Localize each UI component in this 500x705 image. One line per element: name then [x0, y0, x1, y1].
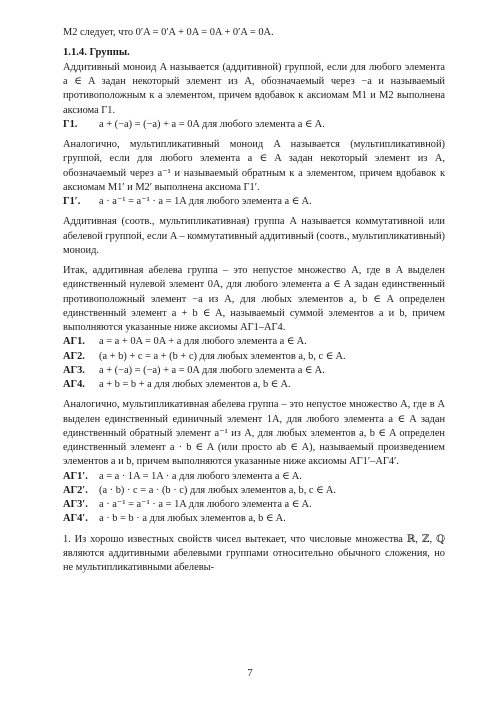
- axiom-text: a + (−a) = (−a) + a = 0A для любого элемента a ∈ A.: [99, 118, 325, 130]
- axiom-label: АГ4.: [63, 379, 85, 390]
- axiom-label: Г1′.: [63, 196, 81, 207]
- axiom-label: АГ1′.: [63, 470, 88, 482]
- axiom: [63, 470, 445, 484]
- text-line: M2 следует, что 0′A = 0′A + 0A = 0A + 0′A = 0A.: [63, 27, 274, 38]
- axiom-label: Г1.: [63, 118, 78, 130]
- axiom: [63, 512, 445, 526]
- section-heading: 1.1.4. Группы.: [63, 47, 130, 59]
- axiom: [63, 350, 445, 364]
- paragraph: Аддитивный моноид A называется (аддитивной) группой, если для любого элемента a ∈ A задан некоторый элемент из A, обозначаемый через −a и называемый противоположным к a элементом, причем вдобавок к аксиомам M1 и M2 выполнена аксиома Г1.: [63, 61, 445, 116]
- axiom: [63, 118, 445, 132]
- axiom-label: АГ1.: [63, 336, 85, 348]
- axiom: [63, 335, 445, 349]
- axiom-label: АГ2′.: [63, 484, 88, 496]
- paragraph: Аналогично, мультипликативная абелева группа – это непустое множество A, где в A выделен единственный единичный элемент 1A, для любого элемента a ∈ A задан единственный обратный элемент a⁻¹ из A, для любых элементов a, b ∈ A определен единственный элемент a · b ∈ A (или просто ab ∈ A), называемый произведением элементов a и b, причем выполняются указанные ниже аксиомы АГ1′–АГ4′.: [63, 399, 445, 468]
- axiom: [63, 195, 445, 209]
- axiom-text: a · a⁻¹ = a⁻¹ · a = 1A для любого элемента a ∈ A.: [99, 499, 312, 510]
- axiom: [63, 498, 445, 512]
- axiom-label: АГ2.: [63, 350, 85, 362]
- paragraph: Итак, аддитивная абелева группа – это непустое множество A, где в A выделен единственный нулевой элемент 0A, для любого элемента a ∈ A задан единственный противоположный элемент −a из A, для любых элементов a, b ∈ A определен единственный элемент a + b ∈ A, называемый суммой элементов a и b, причем выполняются указанные ниже аксиомы АГ1–АГ4.: [63, 265, 445, 333]
- axiom-text: a + b = b + a для любых элементов a, b ∈ A.: [99, 379, 291, 390]
- axiom-label: АГ3.: [63, 364, 85, 376]
- page-content: [63, 26, 445, 575]
- axiom-text: (a + b) + c = a + (b + c) для любых элементов a, b, c ∈ A.: [99, 350, 346, 362]
- axiom-text: (a · b) · c = a · (b · c) для любых элементов a, b, c ∈ A.: [99, 484, 336, 496]
- axiom-label: АГ3′.: [63, 499, 88, 510]
- axiom-text: a + (−a) = (−a) + a = 0A для любого элемента a ∈ A.: [99, 364, 325, 376]
- axiom-text: a = a + 0A = 0A + a для любого элемента a ∈ A.: [99, 336, 307, 348]
- axiom: [63, 378, 445, 392]
- axiom-label: АГ4′.: [63, 513, 88, 525]
- axiom-text: a · b = b · a для любых элементов a, b ∈ A.: [99, 513, 286, 525]
- paragraph: Аддитивная (соотв., мультипликативная) группа A называется коммутативной или абелевой группой, если A – коммутативный аддитивный (соотв., мультипликативный) моноид.: [63, 216, 445, 256]
- axiom: [63, 484, 445, 498]
- axiom-text: a · a⁻¹ = a⁻¹ · a = 1A для любого элемента a ∈ A.: [99, 196, 312, 207]
- axiom-text: a = a · 1A = 1A · a для любого элемента a ∈ A.: [99, 470, 302, 482]
- paragraph: Аналогично, мультипликативный моноид A называется (мультипликативной) группой, если для любого элемента a ∈ A задан некоторый элемент из A, обозначаемый через a⁻¹ и называемый обратным к a элементом, причем вдобавок к аксиомам M1′ и M2′ выполнена аксиома Г1′.: [63, 139, 445, 193]
- page-number: 7: [247, 667, 253, 679]
- axiom: [63, 364, 445, 378]
- paragraph: 1. Из хорошо известных свойств чисел вытекает, что числовые множества ℝ, ℤ, ℚ являются аддитивными абелевыми группами относительно обычного сложения, но не мультипликативными абелевы-: [63, 533, 445, 573]
